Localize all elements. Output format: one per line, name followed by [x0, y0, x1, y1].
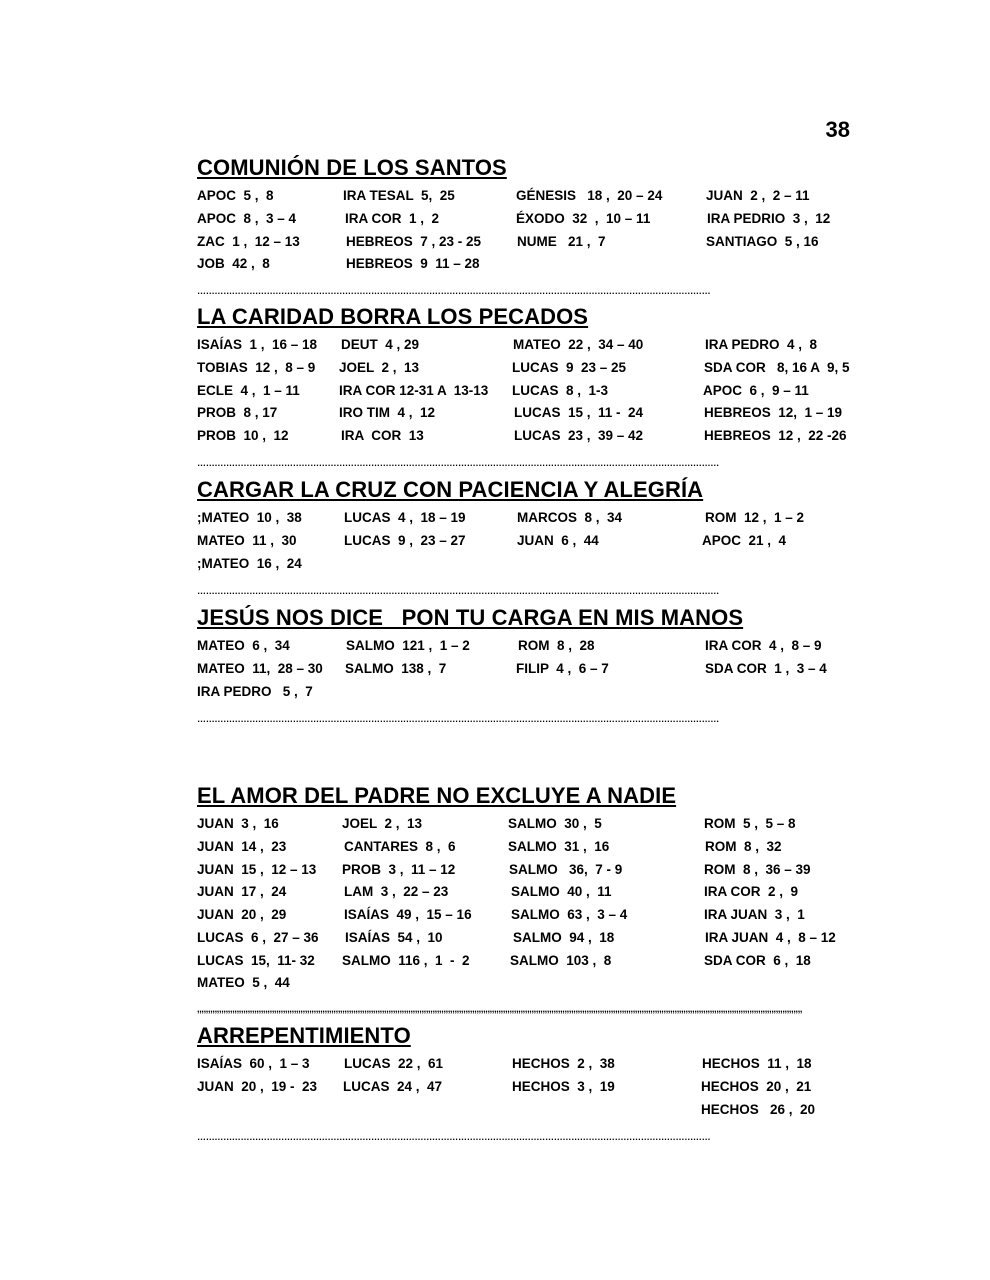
- reference: JUAN 6 , 44: [517, 533, 599, 548]
- reference: SALMO 121 , 1 – 2: [346, 638, 470, 653]
- reference: ;MATEO 16 , 24: [197, 556, 302, 571]
- section-title: LA CARIDAD BORRA LOS PECADOS: [197, 304, 589, 329]
- reference: LAM 3 , 22 – 23: [344, 884, 449, 899]
- reference: ROM 8 , 36 – 39: [704, 862, 811, 877]
- reference: IRA COR 4 , 8 – 9: [705, 638, 822, 653]
- reference-grid: [197, 1055, 857, 1125]
- reference: ROM 12 , 1 – 2: [705, 510, 805, 525]
- reference-grid: [197, 509, 857, 579]
- reference: HEBREOS 9 11 – 28: [346, 256, 480, 271]
- reference: SALMO 40 , 11: [511, 884, 612, 899]
- reference: MATEO 6 , 34: [197, 638, 290, 653]
- reference: MATEO 11, 28 – 30: [197, 661, 323, 676]
- reference: ZAC 1 , 12 – 13: [197, 234, 300, 249]
- reference: PROB 10 , 12: [197, 428, 289, 443]
- section-caridad: [197, 302, 857, 468]
- section-cargar-cruz: [197, 475, 857, 596]
- reference: IRA COR 2 , 9: [704, 884, 799, 899]
- reference: HEBREOS 12, 1 – 19: [704, 405, 843, 420]
- reference: IRA PEDRO 5 , 7: [197, 684, 313, 699]
- reference: SDA COR 1 , 3 – 4: [705, 661, 827, 676]
- reference: JUAN 20 , 19 - 23: [197, 1079, 318, 1094]
- reference: JUAN 2 , 2 – 11: [706, 188, 810, 203]
- divider: ……………………………………………………………………………………………………………………………………………………………: [197, 1132, 711, 1142]
- reference: LUCAS 8 , 1-3: [512, 383, 609, 398]
- reference: ;MATEO 10 , 38: [197, 510, 302, 525]
- divider: ………………………………………………………………………………………………………………………………………………………………: [197, 458, 720, 468]
- reference: FILIP 4 , 6 – 7: [516, 661, 609, 676]
- reference: SALMO 138 , 7: [345, 661, 447, 676]
- reference: SALMO 63 , 3 – 4: [511, 907, 628, 922]
- reference: ÉXODO 32 , 10 – 11: [516, 211, 651, 226]
- reference: IRA JUAN 4 , 8 – 12: [705, 930, 836, 945]
- reference: CANTARES 8 , 6: [344, 839, 456, 854]
- reference: IRA TESAL 5, 25: [343, 188, 455, 203]
- section-title: EL AMOR DEL PADRE NO EXCLUYE A NADIE: [197, 783, 677, 808]
- reference: JUAN 15 , 12 – 13: [197, 862, 317, 877]
- section-comunion: [197, 153, 857, 296]
- reference: JUAN 3 , 16: [197, 816, 279, 831]
- reference-grid: [197, 336, 857, 451]
- reference: SALMO 116 , 1 - 2: [342, 953, 470, 968]
- reference-grid: [197, 187, 857, 279]
- reference: NUME 21 , 7: [517, 234, 606, 249]
- reference: JOEL 2 , 13: [342, 816, 423, 831]
- page-number: 38: [825, 117, 850, 142]
- reference: IRA PEDRIO 3 , 12: [707, 211, 831, 226]
- reference: HECHOS 26 , 20: [701, 1102, 816, 1117]
- reference: IRA PEDRO 4 , 8: [705, 337, 818, 352]
- reference: SANTIAGO 5 , 16: [706, 234, 819, 249]
- reference: SALMO 31 , 16: [508, 839, 610, 854]
- reference: MARCOS 8 , 34: [517, 510, 623, 525]
- reference: LUCAS 4 , 18 – 19: [344, 510, 466, 525]
- section-title: JESÚS NOS DICE PON TU CARGA EN MIS MANOS: [197, 605, 744, 630]
- reference: TOBIAS 12 , 8 – 9: [197, 360, 316, 375]
- reference: SALMO 30 , 5: [508, 816, 602, 831]
- section-arrepentimiento: [197, 1021, 857, 1142]
- reference: PROB 3 , 11 – 12: [342, 862, 456, 877]
- reference: LUCAS 22 , 61: [344, 1056, 444, 1071]
- reference: JOB 42 , 8: [197, 256, 270, 271]
- reference: ISAÍAS 60 , 1 – 3: [197, 1056, 310, 1071]
- reference-grid: [197, 637, 857, 707]
- reference: LUCAS 23 , 39 – 42: [514, 428, 644, 443]
- reference: HEBREOS 7 , 23 - 25: [346, 234, 482, 249]
- reference: APOC 6 , 9 – 11: [703, 383, 809, 398]
- reference: SALMO 36, 7 - 9: [509, 862, 623, 877]
- reference: APOC 5 , 8: [197, 188, 274, 203]
- reference: MATEO 5 , 44: [197, 975, 290, 990]
- reference: IRA JUAN 3 , 1: [704, 907, 805, 922]
- reference: LUCAS 6 , 27 – 36: [197, 930, 319, 945]
- reference: PROB 8 , 17: [197, 405, 278, 420]
- section-title: COMUNIÓN DE LOS SANTOS: [197, 155, 507, 180]
- divider: ………………………………………………………………………………………………………………………………………………………………: [197, 714, 720, 724]
- reference: ISAÍAS 54 , 10: [345, 930, 443, 945]
- reference: ROM 8 , 32: [705, 839, 782, 854]
- reference: LUCAS 15, 11- 32: [197, 953, 315, 968]
- divider: ………………………………………………………………………………………………………………………………………………………………: [197, 586, 720, 596]
- reference-grid: [197, 815, 857, 997]
- reference: JUAN 17 , 24: [197, 884, 287, 899]
- section-title: CARGAR LA CRUZ CON PACIENCIA Y ALEGRÍA: [197, 477, 704, 502]
- reference: SDA COR 8, 16 A 9, 5: [704, 360, 850, 375]
- reference: LUCAS 15 , 11 - 24: [514, 405, 644, 420]
- reference: LUCAS 9 23 – 25: [512, 360, 627, 375]
- section-amor-del-padre: [197, 781, 857, 1014]
- reference: IRA COR 12-31 A 13-13: [339, 383, 489, 398]
- reference: DEUT 4 , 29: [341, 337, 420, 352]
- reference: GÉNESIS 18 , 20 – 24: [516, 188, 663, 203]
- reference: SALMO 94 , 18: [513, 930, 615, 945]
- reference: HECHOS 20 , 21: [701, 1079, 812, 1094]
- reference: IRA COR 1 , 2: [345, 211, 440, 226]
- reference: HECHOS 2 , 38: [512, 1056, 615, 1071]
- section-jesus-nos-dice: [197, 603, 857, 724]
- reference: SALMO 103 , 8: [510, 953, 612, 968]
- reference: HEBREOS 12 , 22 -26: [704, 428, 847, 443]
- divider: ……………………………………………………………………………………………………………………………………………………………: [197, 286, 711, 296]
- reference: ROM 5 , 5 – 8: [704, 816, 796, 831]
- reference: HECHOS 11 , 18: [702, 1056, 812, 1071]
- reference: IRA COR 13: [341, 428, 424, 443]
- reference: JUAN 14 , 23: [197, 839, 287, 854]
- reference: APOC 8 , 3 – 4: [197, 211, 297, 226]
- reference: LUCAS 9 , 23 – 27: [344, 533, 466, 548]
- divider: ,,,,,,,,,,,,,,,,,,,,,,,,,,,,,,,,,,,,,,,,,,,,,,,,,,,,,,,,,,,,,,,,,,,,,,,,,,,,,,,,,,,,,,,,,,,,,,,,,,,,,,,,,,,,,,,,,,,,,,,,,,,,,,,,,,,,,,,,,,,,,,,,,,,,,,,,,,,,,,,,,,,,,,,,,,,,,,,,,,,,,,,,,,,,,,,,,,,,,,,,,,,,,,,,,,,,,,,,,,,,,,,,,,,,,,,,,,,,,,,,,,,,,,,,,,,,,,,,,,,,,,,,,,,,,,,,,,,: [197, 1004, 803, 1014]
- reference: ISAÍAS 49 , 15 – 16: [344, 907, 472, 922]
- reference: ISAÍAS 1 , 16 – 18: [197, 337, 318, 352]
- reference: APOC 21 , 4: [702, 533, 787, 548]
- reference: MATEO 11 , 30: [197, 533, 297, 548]
- reference: JOEL 2 , 13: [339, 360, 420, 375]
- reference: LUCAS 24 , 47: [343, 1079, 443, 1094]
- reference: JUAN 20 , 29: [197, 907, 287, 922]
- reference: ECLE 4 , 1 – 11: [197, 383, 300, 398]
- reference: MATEO 22 , 34 – 40: [513, 337, 644, 352]
- reference: SDA COR 6 , 18: [704, 953, 811, 968]
- section-title: ARREPENTIMIENTO: [197, 1023, 411, 1048]
- reference: HECHOS 3 , 19: [512, 1079, 615, 1094]
- reference: IRO TIM 4 , 12: [339, 405, 436, 420]
- reference: ROM 8 , 28: [518, 638, 595, 653]
